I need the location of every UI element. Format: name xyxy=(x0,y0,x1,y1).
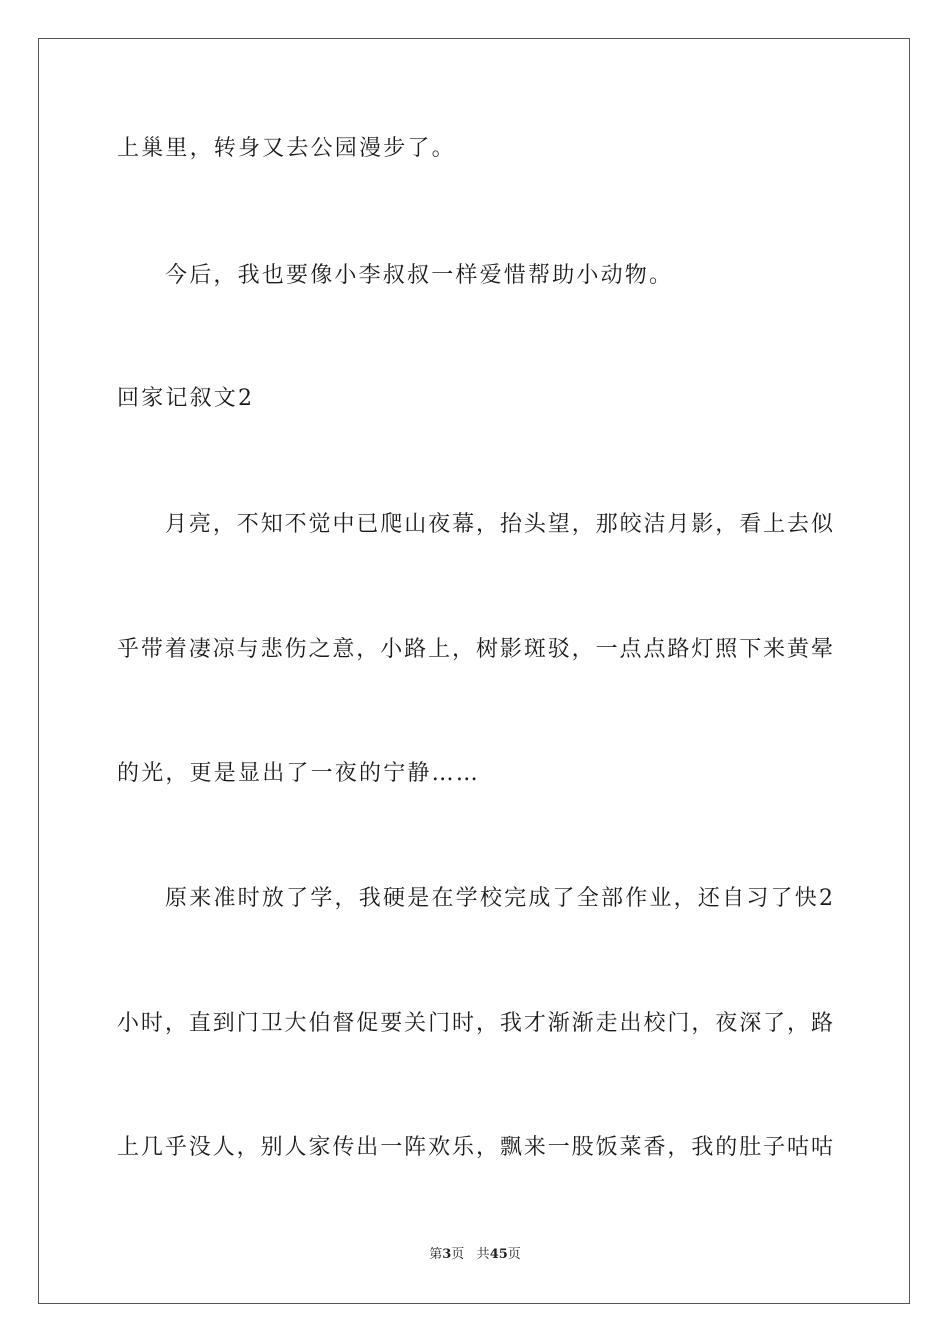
text-line-5: 乎带着凄凉与悲伤之意，小路上，树影斑驳，一点点路灯照下来黄晕 xyxy=(117,637,833,662)
text-line-6: 的光，更是显出了一夜的宁静…… xyxy=(117,761,481,786)
text-line-1: 上巢里，转身又去公园漫步了。 xyxy=(117,136,456,161)
text-line-4: 月亮，不知不觉中已爬山夜幕，抬头望，那皎洁月影，看上去似 xyxy=(165,512,833,537)
footer-total-prefix: 共 xyxy=(476,1247,490,1262)
footer-total-unit: 页 xyxy=(507,1247,521,1262)
text-line-2: 今后，我也要像小李叔叔一样爱惜帮助小动物。 xyxy=(165,263,674,288)
page-footer xyxy=(0,1246,950,1264)
text-line-7: 原来准时放了学，我硬是在学校完成了全部作业，还自习了快2 xyxy=(165,886,833,911)
current-page-number: 3 xyxy=(442,1247,452,1262)
footer-page-unit: 页 xyxy=(451,1247,465,1262)
section-heading: 回家记叙文2 xyxy=(117,386,255,411)
footer-prefix: 第 xyxy=(429,1247,443,1262)
text-line-9: 上几乎没人，别人家传出一阵欢乐，飘来一股饭菜香，我的肚子咕咕 xyxy=(117,1135,833,1160)
page-border xyxy=(38,38,910,1304)
total-page-count: 45 xyxy=(489,1247,508,1262)
text-line-8: 小时，直到门卫大伯督促要关门时，我才渐渐走出校门，夜深了，路 xyxy=(117,1011,833,1036)
